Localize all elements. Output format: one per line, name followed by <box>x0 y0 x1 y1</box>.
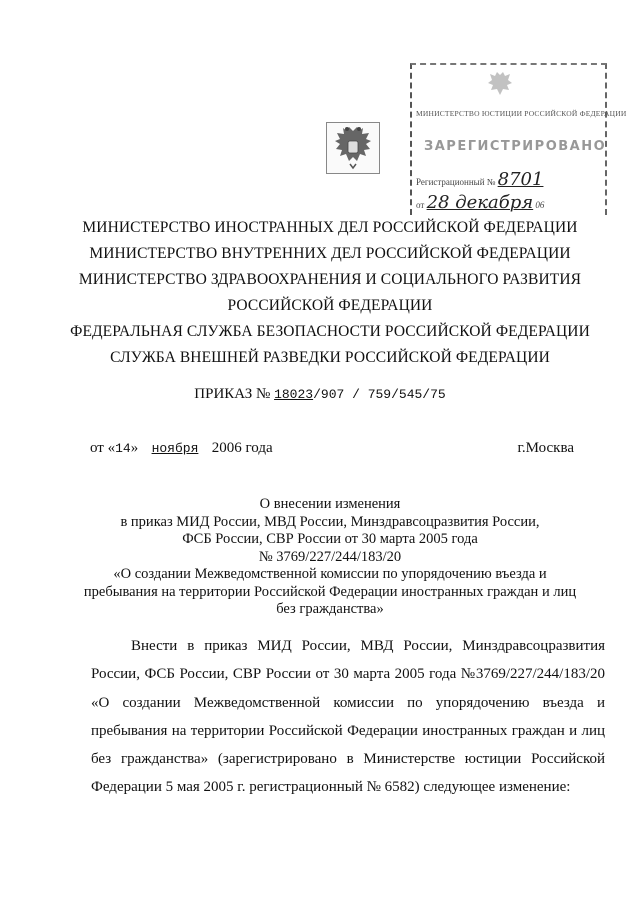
order-number-rest: /907 / 759/545/75 <box>313 387 446 402</box>
order-label: ПРИКАЗ № <box>194 386 271 402</box>
stamp-date-line <box>416 192 544 213</box>
stamp-year-suffix: 06 <box>535 200 545 210</box>
order-date <box>90 440 273 457</box>
authority-line: МИНИСТЕРСТВО ВНУТРЕННИХ ДЕЛ РОССИЙСКОЙ ФЕДЕРАЦИИ <box>89 245 571 262</box>
coat-of-arms-emblem <box>326 122 380 174</box>
stamp-registration-line <box>416 169 543 190</box>
subject-line: № 3769/227/244/183/20 <box>258 548 402 565</box>
date-day-close: » <box>130 440 139 456</box>
authority-line: МИНИСТЕРСТВО ЗДРАВООХРАНЕНИЯ И СОЦИАЛЬНОГО РАЗВИТИЯ <box>78 271 582 288</box>
stamp-registration-label: Регистрационный № <box>416 177 496 187</box>
body-line: Внести в приказ МИД России, МВД России, Минздравсоцразвития <box>131 638 605 654</box>
subject-line: «О создании Межведомственной комиссии по упорядочению въезда и <box>113 566 547 582</box>
date-line <box>90 440 574 457</box>
subject-line: в приказ МИД России, МВД России, Минздравсоцразвития России, <box>120 513 540 530</box>
city: г.Москва <box>517 440 574 456</box>
order-number-primary: 18023 <box>274 387 314 402</box>
russian-coat-of-arms-icon <box>327 123 379 173</box>
subject-line: ФСБ России, СВР России от 30 марта 2005 года <box>182 531 478 547</box>
stamp-date-prefix: от <box>416 200 425 210</box>
stamp-date-handwritten: 28 декабря <box>426 192 534 213</box>
authority-line: МИНИСТЕРСТВО ИНОСТРАННЫХ ДЕЛ РОССИЙСКОЙ ФЕДЕРАЦИИ <box>82 219 578 236</box>
stamp-registration-number: 8701 <box>497 169 544 190</box>
order-subject <box>60 496 600 619</box>
date-month: ноября <box>151 441 199 456</box>
body-line: пребывания на территории Российской Федерации иностранных граждан и лиц <box>91 722 605 739</box>
subject-line: без гражданства» <box>276 601 384 617</box>
date-prefix: от « <box>90 440 116 456</box>
subject-line: пребывания на территории Российской Федерации иностранных граждан и лиц <box>83 583 577 600</box>
stamp-ministry-line: МИНИСТЕРСТВО ЮСТИЦИИ РОССИЙСКОЙ ФЕДЕРАЦИИ <box>416 109 627 118</box>
authority-line: СЛУЖБА ВНЕШНЕЙ РАЗВЕДКИ РОССИЙСКОЙ ФЕДЕРАЦИИ <box>110 349 550 366</box>
body-paragraph <box>91 632 605 802</box>
double-headed-eagle-icon <box>486 71 514 97</box>
order-title <box>0 386 640 403</box>
authority-line: РОССИЙСКОЙ ФЕДЕРАЦИИ <box>227 297 433 314</box>
body-line: «О создании Межведомственной комиссии по упорядочению въезда и <box>91 694 605 711</box>
date-day: 14 <box>115 441 131 456</box>
stamp-registered-label: ЗАРЕГИСТРИРОВАНО <box>424 139 607 154</box>
subject-line: О внесении изменения <box>259 496 401 512</box>
body-line: Федерации 5 мая 2005 г. регистрационный № 6582) следующее изменение: <box>91 779 571 796</box>
authority-line: ФЕДЕРАЛЬНАЯ СЛУЖБА БЕЗОПАСНОСТИ РОССИЙСКОЙ ФЕДЕРАЦИИ <box>70 323 590 340</box>
registration-stamp <box>410 63 627 215</box>
body-line: без гражданства» (зарегистрировано в Министерстве юстиции Российской <box>91 751 605 768</box>
issuing-authorities <box>60 215 600 371</box>
body-line: России, ФСБ России, СВР России от 30 марта 2005 года №3769/227/244/183/20 <box>91 666 605 683</box>
date-year: 2006 года <box>211 440 273 456</box>
